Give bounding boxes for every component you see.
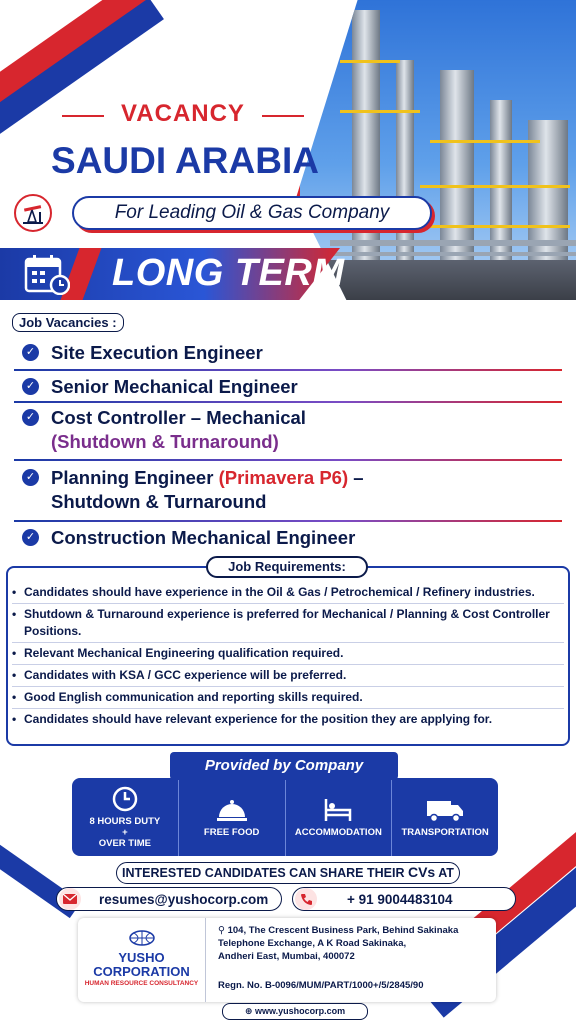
divider	[14, 401, 562, 403]
globe-icon	[128, 930, 156, 946]
mail-icon	[59, 888, 81, 910]
benefit-label: ACCOMMODATION	[294, 826, 382, 838]
address-line: Telephone Exchange, A K Road Sakinaka,	[218, 938, 407, 949]
benefit-accommodation	[286, 778, 393, 856]
requirement-item: • Candidates with KSA / GCC experience will be preferred.	[12, 667, 564, 687]
company-tagline: For Leading Oil & Gas Company	[72, 196, 432, 230]
benefit-label: TRANSPORTATION	[401, 826, 489, 838]
benefit-label: OVER TIME	[98, 837, 151, 849]
job-title: Senior Mechanical Engineer	[51, 376, 298, 397]
requirement-item: • Candidates should have relevant experience for the position they are applying for.	[12, 711, 564, 730]
job-title	[51, 466, 364, 514]
benefit-label: FREE FOOD	[203, 826, 260, 838]
benefits-panel	[72, 778, 498, 856]
check-circle-icon: ✓	[22, 529, 39, 546]
job-title: Site Execution Engineer	[51, 342, 263, 363]
phone-icon	[295, 888, 317, 910]
note-text-end: AT	[435, 866, 454, 880]
note-cvs: CVs	[407, 864, 436, 880]
job-title-line: Cost Controller – Mechanical	[51, 407, 306, 428]
benefit-transportation	[392, 778, 498, 856]
divider	[14, 369, 562, 371]
job-item	[22, 466, 364, 514]
interested-candidates-note	[116, 862, 460, 884]
logo-name-line1: YUSHO	[118, 950, 165, 965]
location-pin-icon: ⚲	[218, 925, 225, 936]
job-title-line: Planning Engineer	[51, 467, 219, 488]
divider	[14, 520, 562, 522]
benefit-label: 8 HOURS DUTY	[89, 815, 161, 827]
job-item	[22, 526, 355, 550]
oil-pump-icon	[14, 194, 52, 232]
long-term-text: LONG TERM	[112, 252, 345, 294]
benefit-food	[179, 778, 286, 856]
vacancy-line-left	[62, 115, 104, 117]
check-circle-icon: ✓	[22, 469, 39, 486]
job-title-dash: –	[348, 467, 364, 488]
divider	[14, 459, 562, 461]
note-text: INTERESTED CANDIDATES CAN SHARE THEIR	[122, 866, 408, 880]
phone-contact[interactable]	[292, 887, 516, 911]
country-heading: SAUDI ARABIA	[51, 140, 319, 181]
benefit-duty	[72, 778, 179, 856]
job-item	[22, 375, 298, 399]
job-title: Construction Mechanical Engineer	[51, 527, 356, 548]
requirement-item: • Relevant Mechanical Engineering qualification required.	[12, 645, 564, 665]
check-circle-icon: ✓	[22, 378, 39, 395]
truck-icon	[425, 797, 465, 823]
company-footer-card	[78, 918, 496, 1002]
benefit-label-plus: +	[122, 826, 128, 838]
vacancy-heading: VACANCY	[121, 100, 245, 127]
job-item	[22, 341, 263, 365]
requirement-item: • Candidates should have experience in the Oil & Gas / Petrochemical / Refinery industries.	[12, 584, 564, 604]
registration-number: Regn. No. B-0096/MUM/PART/1000+/5/2845/90	[218, 980, 424, 991]
calendar-icon	[24, 253, 70, 295]
job-item	[22, 406, 306, 454]
job-title-note: (Shutdown & Turnaround)	[51, 431, 279, 452]
logo-name-line2: CORPORATION	[93, 964, 190, 979]
website-link[interactable]	[222, 1003, 368, 1020]
logo-subtitle: HUMAN RESOURCE CONSULTANCY	[84, 980, 199, 987]
clock-icon	[112, 786, 138, 812]
food-cloche-icon	[215, 797, 249, 823]
website-url[interactable]: www.yushocorp.com	[254, 1006, 346, 1016]
email-address[interactable]: resumes@yushocorp.com	[99, 891, 269, 907]
company-logo	[78, 918, 206, 1002]
job-title	[51, 406, 306, 454]
globe-icon: ⊕	[244, 1006, 253, 1016]
job-title-note: (Primavera P6)	[218, 467, 349, 488]
address-line: Andheri East, Mumbai, 400072	[218, 951, 355, 962]
job-vacancies-label: Job Vacancies :	[12, 313, 124, 332]
requirements-title: Job Requirements:	[206, 556, 368, 578]
check-circle-icon: ✓	[22, 344, 39, 361]
vacancy-line-right	[262, 115, 304, 117]
address-line: 104, The Crescent Business Park, Behind Sakinaka	[227, 925, 459, 936]
bed-icon	[323, 797, 353, 823]
phone-number[interactable]: + 91 9004483104	[347, 891, 453, 907]
provided-by-company-title: Provided by Company	[170, 752, 398, 780]
requirement-item: • Shutdown & Turnaround experience is preferred for Mechanical / Planning & Cost Controller Positions.	[12, 606, 564, 643]
requirements-list	[12, 584, 564, 732]
company-address	[218, 924, 488, 963]
job-title-line: Shutdown & Turnaround	[51, 491, 267, 512]
check-circle-icon: ✓	[22, 409, 39, 426]
email-contact[interactable]	[56, 887, 282, 911]
requirement-item: • Good English communication and reporting skills required.	[12, 689, 564, 709]
